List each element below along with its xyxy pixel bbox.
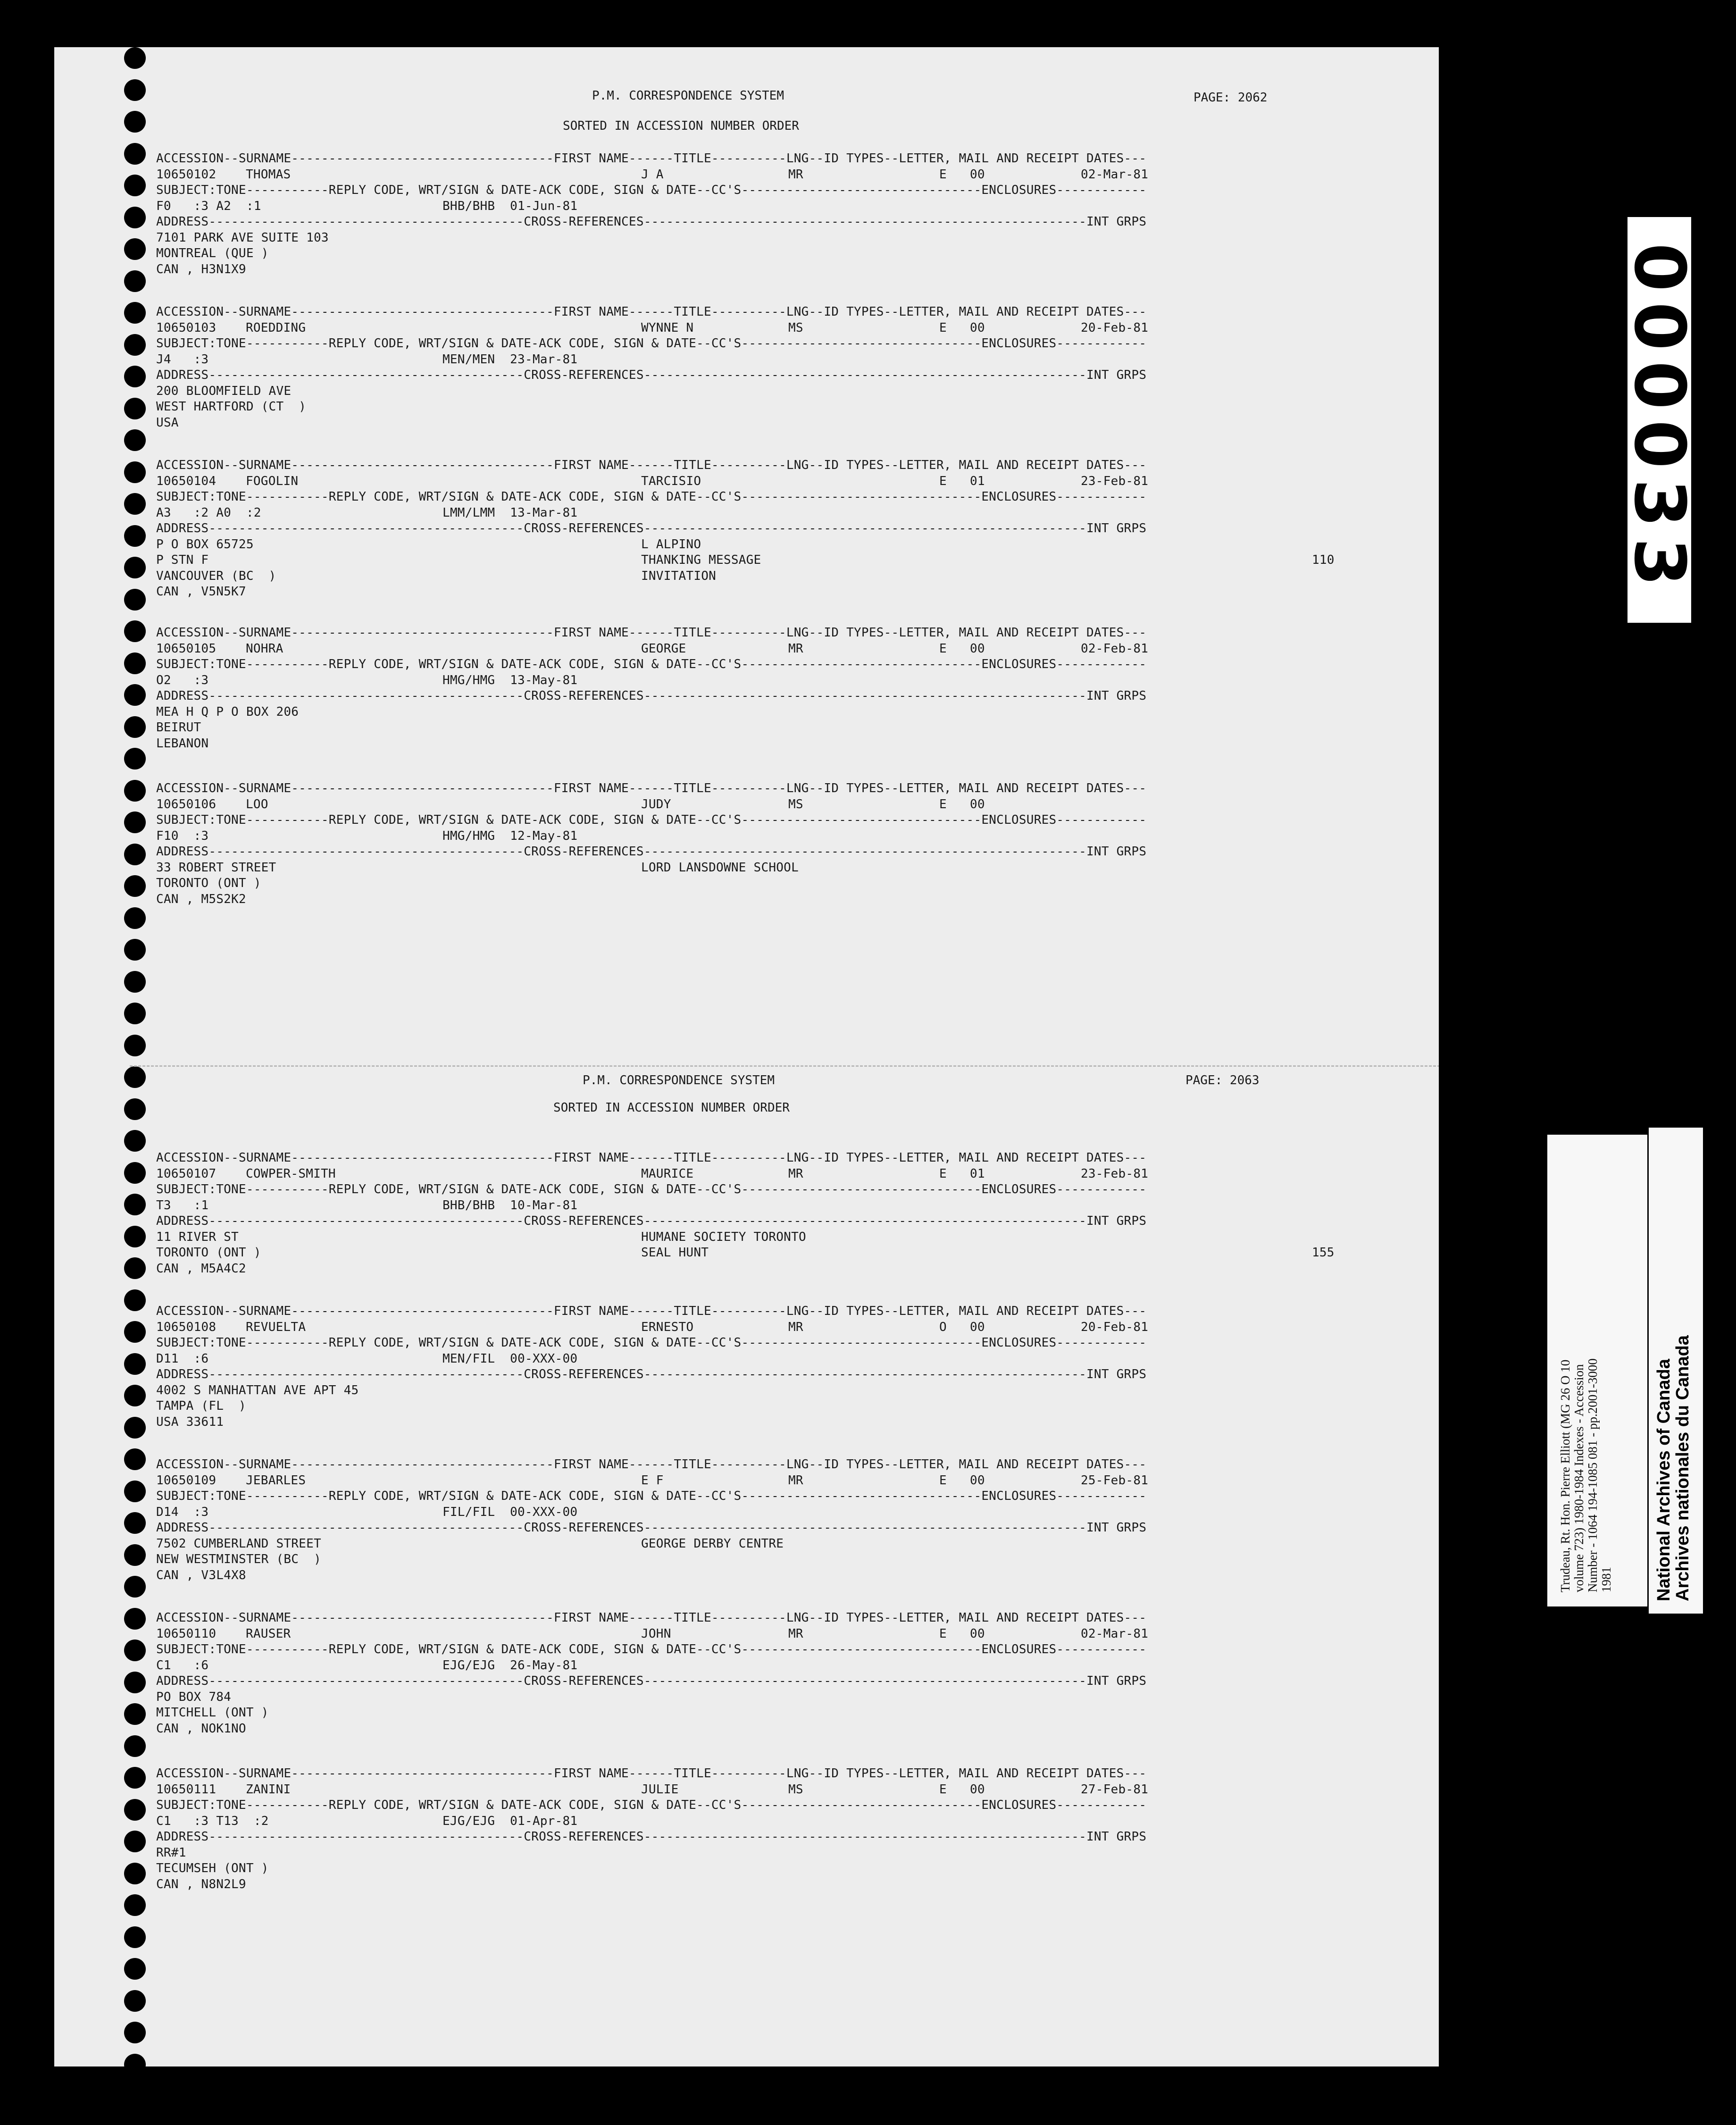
feed-hole: [124, 1703, 146, 1725]
feed-hole: [124, 1321, 146, 1343]
address-line: CAN , M5A4C2: [156, 1261, 246, 1276]
reference-line: Trudeau, Rt. Hon. Pierre Elliott (MG 26 O 10: [1558, 1359, 1572, 1592]
address-line: CAN , N8N2L9: [156, 1877, 246, 1891]
feed-hole: [124, 684, 146, 706]
accession-number: 10650109: [156, 1473, 217, 1488]
feed-hole: [124, 2022, 146, 2043]
feed-hole: [124, 1385, 146, 1406]
reel-number-tag: [1619, 217, 1700, 623]
subject-tone: D11 :6: [156, 1351, 209, 1366]
language: E: [939, 474, 947, 488]
field-labels-line: ADDRESS------------------------------------------CROSS-REFERENCES-----------------------------------------------------------INT GRPS: [156, 521, 1147, 535]
feed-hole: [124, 589, 146, 611]
subject-tone: J4 :3: [156, 352, 209, 367]
feed-hole: [124, 875, 146, 897]
address-line: NEW WESTMINSTER (BC ): [156, 1552, 321, 1566]
cross-reference: GEORGE DERBY CENTRE: [641, 1536, 784, 1551]
surname: FOGOLIN: [246, 474, 299, 488]
id-types: 01: [970, 474, 985, 488]
surname: JEBARLES: [246, 1473, 306, 1488]
feed-hole: [124, 557, 146, 578]
id-types: 00: [970, 797, 985, 812]
field-labels-line: SUBJECT:TONE-----------REPLY CODE, WRT/SIGN & DATE-ACK CODE, SIGN & DATE--CC'S--------------------------------ENCLOSURES------------: [156, 336, 1147, 351]
sort-order: SORTED IN ACCESSION NUMBER ORDER: [553, 1101, 790, 1115]
letter-dates: 27-Feb-81: [1081, 1782, 1149, 1797]
feed-hole: [124, 748, 146, 770]
feed-hole: [124, 1035, 146, 1056]
feed-hole: [124, 207, 146, 228]
first-name: E F: [641, 1473, 664, 1488]
reference-line: 1981: [1599, 1567, 1613, 1592]
language: E: [939, 641, 947, 656]
field-labels-line: ACCESSION--SURNAME-----------------------------------FIRST NAME------TITLE----------LNG--ID TYPES--LETTER, MAIL AND RECEIPT DATES---: [156, 781, 1147, 795]
feed-hole: [124, 1098, 146, 1120]
title: MR: [788, 641, 803, 656]
surname: REVUELTA: [246, 1320, 306, 1334]
accession-number: 10650106: [156, 797, 217, 812]
feed-hole: [124, 1990, 146, 2012]
feed-hole: [124, 1799, 146, 1821]
feed-hole: [124, 1831, 146, 1852]
accession-number: 10650105: [156, 641, 217, 656]
field-labels-line: ADDRESS------------------------------------------CROSS-REFERENCES-----------------------------------------------------------INT GRPS: [156, 215, 1147, 229]
archive-institution-card: [1649, 1128, 1703, 1614]
address-line: 4002 S MANHATTAN AVE APT 45: [156, 1383, 359, 1397]
first-name: J A: [641, 167, 664, 182]
letter-dates: 20-Feb-81: [1081, 320, 1149, 335]
letter-dates: 02-Feb-81: [1081, 641, 1149, 656]
field-labels-line: ACCESSION--SURNAME-----------------------------------FIRST NAME------TITLE----------LNG--ID TYPES--LETTER, MAIL AND RECEIPT DATES---: [156, 305, 1147, 319]
field-labels-line: ACCESSION--SURNAME-----------------------------------FIRST NAME------TITLE----------LNG--ID TYPES--LETTER, MAIL AND RECEIPT DATES---: [156, 1457, 1147, 1472]
field-labels-line: SUBJECT:TONE-----------REPLY CODE, WRT/SIGN & DATE-ACK CODE, SIGN & DATE--CC'S--------------------------------ENCLOSURES------------: [156, 1336, 1147, 1350]
language: E: [939, 1473, 947, 1488]
feed-hole: [124, 47, 146, 69]
letter-dates: 20-Feb-81: [1081, 1320, 1149, 1334]
address-line: USA: [156, 415, 179, 430]
feed-hole: [124, 620, 146, 642]
sort-order: SORTED IN ACCESSION NUMBER ORDER: [563, 119, 799, 133]
feed-hole: [124, 1576, 146, 1598]
accession-number: 10650110: [156, 1626, 217, 1641]
address-line: 11 RIVER ST: [156, 1230, 239, 1244]
feed-hole: [124, 1544, 146, 1566]
field-labels-line: ACCESSION--SURNAME-----------------------------------FIRST NAME------TITLE----------LNG--ID TYPES--LETTER, MAIL AND RECEIPT DATES---: [156, 1151, 1147, 1165]
address-line: 7502 CUMBERLAND STREET: [156, 1536, 321, 1551]
address-line: PO BOX 784: [156, 1690, 232, 1704]
feed-hole: [124, 302, 146, 324]
feed-hole: [124, 1863, 146, 1884]
letter-dates: 02-Mar-81: [1081, 1626, 1149, 1641]
feed-hole: [124, 1672, 146, 1693]
address-line: TECUMSEH (ONT ): [156, 1861, 269, 1875]
field-labels-line: ADDRESS------------------------------------------CROSS-REFERENCES-----------------------------------------------------------INT GRPS: [156, 368, 1147, 382]
feed-hole: [124, 1194, 146, 1215]
feed-hole: [124, 1512, 146, 1534]
reply-code: EJG/EJG 01-Apr-81: [442, 1814, 578, 1828]
feed-hole: [124, 398, 146, 419]
subject-tone: O2 :3: [156, 673, 209, 687]
surname: RAUSER: [246, 1626, 291, 1641]
feed-hole: [124, 238, 146, 260]
feed-hole: [124, 1003, 146, 1024]
reference-line: volume 723) 1980-1984 Indexes - Accession: [1572, 1364, 1586, 1592]
reel-number: 000033: [1619, 243, 1700, 597]
accession-number: 10650108: [156, 1320, 217, 1334]
feed-hole: [124, 1926, 146, 1948]
language: E: [939, 1626, 947, 1641]
field-labels-line: ACCESSION--SURNAME-----------------------------------FIRST NAME------TITLE----------LNG--ID TYPES--LETTER, MAIL AND RECEIPT DATES---: [156, 1611, 1147, 1625]
language: O: [939, 1320, 947, 1334]
field-labels-line: SUBJECT:TONE-----------REPLY CODE, WRT/SIGN & DATE-ACK CODE, SIGN & DATE--CC'S--------------------------------ENCLOSURES------------: [156, 183, 1147, 197]
field-labels-line: ACCESSION--SURNAME-----------------------------------FIRST NAME------TITLE----------LNG--ID TYPES--LETTER, MAIL AND RECEIPT DATES---: [156, 151, 1147, 166]
field-labels-line: ACCESSION--SURNAME-----------------------------------FIRST NAME------TITLE----------LNG--ID TYPES--LETTER, MAIL AND RECEIPT DATES---: [156, 458, 1147, 472]
cross-reference: THANKING MESSAGE: [641, 553, 761, 567]
feed-hole: [124, 429, 146, 451]
field-labels-line: ACCESSION--SURNAME-----------------------------------FIRST NAME------TITLE----------LNG--ID TYPES--LETTER, MAIL AND RECEIPT DATES---: [156, 1766, 1147, 1781]
address-line: TORONTO (ONT ): [156, 876, 261, 890]
address-line: 200 BLOOMFIELD AVE: [156, 384, 292, 398]
field-labels-line: SUBJECT:TONE-----------REPLY CODE, WRT/SIGN & DATE-ACK CODE, SIGN & DATE--CC'S--------------------------------ENCLOSURES------------: [156, 1798, 1147, 1812]
subject-tone: C1 :6: [156, 1658, 209, 1673]
feed-hole: [124, 1226, 146, 1247]
first-name: WYNNE N: [641, 320, 694, 335]
field-labels-line: ACCESSION--SURNAME-----------------------------------FIRST NAME------TITLE----------LNG--ID TYPES--LETTER, MAIL AND RECEIPT DATES---: [156, 626, 1147, 640]
int-grps: 110: [1312, 553, 1335, 567]
feed-hole: [124, 493, 146, 515]
subject-tone: T3 :1: [156, 1198, 209, 1213]
field-labels-line: ADDRESS------------------------------------------CROSS-REFERENCES-----------------------------------------------------------INT GRPS: [156, 1521, 1147, 1535]
address-line: MONTREAL (QUE ): [156, 246, 269, 260]
id-types: 01: [970, 1166, 985, 1181]
feed-hole: [124, 653, 146, 674]
feed-hole: [124, 1162, 146, 1184]
surname: NOHRA: [246, 641, 284, 656]
first-name: TARCISIO: [641, 474, 701, 488]
feed-hole: [124, 1417, 146, 1439]
feed-hole: [124, 1353, 146, 1375]
feed-hole: [124, 1735, 146, 1757]
surname: COWPER-SMITH: [246, 1166, 336, 1181]
surname: LOO: [246, 797, 268, 812]
reply-code: HMG/HMG 13-May-81: [442, 673, 578, 687]
letter-dates: 23-Feb-81: [1081, 474, 1149, 488]
subject-tone: D14 :3: [156, 1505, 209, 1519]
feed-hole: [124, 1257, 146, 1279]
first-name: GEORGE: [641, 641, 686, 656]
feed-hole: [124, 79, 146, 101]
address-line: CAN , V5N5K7: [156, 585, 246, 599]
first-name: JOHN: [641, 1626, 671, 1641]
feed-hole: [124, 1066, 146, 1088]
cross-reference: SEAL HUNT: [641, 1246, 709, 1260]
feed-hole: [124, 2054, 146, 2066]
feed-hole: [124, 844, 146, 865]
institution-name-fr: Archives nationales du Canada: [1673, 1335, 1693, 1601]
surname: THOMAS: [246, 167, 291, 182]
address-line: 7101 PARK AVE SUITE 103: [156, 230, 329, 245]
reply-code: HMG/HMG 12-May-81: [442, 828, 578, 843]
field-labels-line: ADDRESS------------------------------------------CROSS-REFERENCES-----------------------------------------------------------INT GRPS: [156, 1830, 1147, 1844]
language: E: [939, 1166, 947, 1181]
field-labels-line: SUBJECT:TONE-----------REPLY CODE, WRT/SIGN & DATE-ACK CODE, SIGN & DATE--CC'S--------------------------------ENCLOSURES------------: [156, 490, 1147, 504]
field-labels-line: SUBJECT:TONE-----------REPLY CODE, WRT/SIGN & DATE-ACK CODE, SIGN & DATE--CC'S--------------------------------ENCLOSURES------------: [156, 1182, 1147, 1196]
accession-number: 10650102: [156, 167, 217, 182]
id-types: 00: [970, 641, 985, 656]
accession-number: 10650104: [156, 474, 217, 488]
title: MS: [788, 320, 803, 335]
first-name: JULIE: [641, 1782, 679, 1797]
field-labels-line: SUBJECT:TONE-----------REPLY CODE, WRT/SIGN & DATE-ACK CODE, SIGN & DATE--CC'S--------------------------------ENCLOSURES------------: [156, 1642, 1147, 1656]
language: E: [939, 320, 947, 335]
feed-hole: [124, 1289, 146, 1311]
title: MS: [788, 797, 803, 812]
feed-hole: [124, 1767, 146, 1789]
field-labels-line: ADDRESS------------------------------------------CROSS-REFERENCES-----------------------------------------------------------INT GRPS: [156, 689, 1147, 703]
accession-number: 10650111: [156, 1782, 217, 1797]
feed-hole: [124, 525, 146, 547]
address-line: CAN , M5S2K2: [156, 892, 246, 906]
title: MR: [788, 1320, 803, 1334]
address-line: CAN , NOK1NO: [156, 1721, 246, 1736]
letter-dates: 02-Mar-81: [1081, 167, 1149, 182]
id-types: 00: [970, 1473, 985, 1488]
first-name: ERNESTO: [641, 1320, 694, 1334]
first-name: JUDY: [641, 797, 671, 812]
language: E: [939, 167, 947, 182]
address-line: LEBANON: [156, 736, 209, 751]
reply-code: FIL/FIL 00-XXX-00: [442, 1505, 578, 1519]
address-line: BEIRUT: [156, 720, 201, 735]
institution-name-en: National Archives of Canada: [1654, 1359, 1674, 1601]
tractor-feed-holes-left: [124, 47, 146, 2066]
feed-hole: [124, 939, 146, 961]
field-labels-line: ADDRESS------------------------------------------CROSS-REFERENCES-----------------------------------------------------------INT GRPS: [156, 1674, 1147, 1688]
letter-dates: 25-Feb-81: [1081, 1473, 1149, 1488]
archive-reference-card: [1547, 1135, 1649, 1606]
subject-tone: A3 :2 A0 :2: [156, 505, 261, 520]
feed-hole: [124, 1640, 146, 1661]
int-grps: 155: [1312, 1246, 1335, 1260]
field-labels-line: SUBJECT:TONE-----------REPLY CODE, WRT/SIGN & DATE-ACK CODE, SIGN & DATE--CC'S--------------------------------ENCLOSURES------------: [156, 1489, 1147, 1503]
title: MR: [788, 1626, 803, 1641]
id-types: 00: [970, 1782, 985, 1797]
reply-code: EJG/EJG 26-May-81: [442, 1658, 578, 1673]
feed-hole: [124, 1894, 146, 1916]
feed-hole: [124, 780, 146, 802]
address-line: P STN F: [156, 553, 209, 567]
reply-code: BHB/BHB 01-Jun-81: [442, 199, 578, 213]
id-types: 00: [970, 1320, 985, 1334]
address-line: P O BOX 65725: [156, 537, 254, 552]
field-labels-line: ADDRESS------------------------------------------CROSS-REFERENCES-----------------------------------------------------------INT GRPS: [156, 845, 1147, 859]
feed-hole: [124, 461, 146, 483]
feed-hole: [124, 907, 146, 929]
subject-tone: F0 :3 A2 :1: [156, 199, 261, 213]
cross-reference: INVITATION: [641, 569, 717, 583]
reply-code: BHB/BHB 10-Mar-81: [442, 1198, 578, 1213]
feed-hole: [124, 1481, 146, 1502]
address-line: RR#1: [156, 1845, 186, 1860]
reply-code: LMM/LMM 13-Mar-81: [442, 505, 578, 520]
subject-tone: C1 :3 T13 :2: [156, 1814, 269, 1828]
id-types: 00: [970, 320, 985, 335]
feed-hole: [124, 270, 146, 292]
field-labels-line: ACCESSION--SURNAME-----------------------------------FIRST NAME------TITLE----------LNG--ID TYPES--LETTER, MAIL AND RECEIPT DATES---: [156, 1304, 1147, 1318]
cross-reference: HUMANE SOCIETY TORONTO: [641, 1230, 806, 1244]
title: MR: [788, 167, 803, 182]
accession-number: 10650103: [156, 320, 217, 335]
feed-hole: [124, 334, 146, 356]
page-number: PAGE: 2063: [1185, 1073, 1260, 1088]
system-title: P.M. CORRESPONDENCE SYSTEM: [592, 89, 784, 103]
feed-hole: [124, 143, 146, 165]
address-line: MITCHELL (ONT ): [156, 1706, 269, 1720]
feed-hole: [124, 1958, 146, 1980]
first-name: MAURICE: [641, 1166, 694, 1181]
feed-hole: [124, 175, 146, 196]
feed-hole: [124, 1608, 146, 1630]
perforation-line: [130, 1065, 1439, 1067]
reference-line: Number - 1064 194-1085 081 - pp.2001-3000: [1586, 1358, 1600, 1592]
feed-hole: [124, 1448, 146, 1470]
system-title: P.M. CORRESPONDENCE SYSTEM: [583, 1073, 775, 1088]
title: MR: [788, 1473, 803, 1488]
feed-hole: [124, 366, 146, 387]
feed-hole: [124, 111, 146, 133]
title: MR: [788, 1166, 803, 1181]
address-line: VANCOUVER (BC ): [156, 569, 276, 583]
field-labels-line: SUBJECT:TONE-----------REPLY CODE, WRT/SIGN & DATE-ACK CODE, SIGN & DATE--CC'S--------------------------------ENCLOSURES------------: [156, 657, 1147, 671]
surname: ZANINI: [246, 1782, 291, 1797]
language: E: [939, 797, 947, 812]
cross-reference: L ALPINO: [641, 537, 701, 552]
reply-code: MEN/FIL 00-XXX-00: [442, 1351, 578, 1366]
surname: ROEDDING: [246, 320, 306, 335]
address-line: USA 33611: [156, 1414, 224, 1429]
address-line: MEA H Q P O BOX 206: [156, 704, 299, 719]
feed-hole: [124, 716, 146, 738]
cross-reference: LORD LANSDOWNE SCHOOL: [641, 860, 799, 875]
page-number: PAGE: 2062: [1194, 91, 1268, 105]
accession-number: 10650107: [156, 1166, 217, 1181]
id-types: 00: [970, 1626, 985, 1641]
address-line: CAN , H3N1X9: [156, 262, 246, 276]
address-line: CAN , V3L4X8: [156, 1568, 246, 1582]
title: MS: [788, 1782, 803, 1797]
address-line: TORONTO (ONT ): [156, 1246, 261, 1260]
field-labels-line: SUBJECT:TONE-----------REPLY CODE, WRT/SIGN & DATE-ACK CODE, SIGN & DATE--CC'S--------------------------------ENCLOSURES------------: [156, 813, 1147, 827]
language: E: [939, 1782, 947, 1797]
field-labels-line: ADDRESS------------------------------------------CROSS-REFERENCES-----------------------------------------------------------INT GRPS: [156, 1367, 1147, 1381]
field-labels-line: ADDRESS------------------------------------------CROSS-REFERENCES-----------------------------------------------------------INT GRPS: [156, 1214, 1147, 1228]
printout-sheet: [54, 47, 1439, 2066]
feed-hole: [124, 971, 146, 993]
address-line: 33 ROBERT STREET: [156, 860, 276, 875]
address-line: WEST HARTFORD (CT ): [156, 400, 307, 414]
id-types: 00: [970, 167, 985, 182]
letter-dates: 23-Feb-81: [1081, 1166, 1149, 1181]
feed-hole: [124, 812, 146, 833]
feed-hole: [124, 1130, 146, 1152]
subject-tone: F10 :3: [156, 828, 209, 843]
address-line: TAMPA (FL ): [156, 1399, 246, 1413]
reply-code: MEN/MEN 23-Mar-81: [442, 352, 578, 367]
